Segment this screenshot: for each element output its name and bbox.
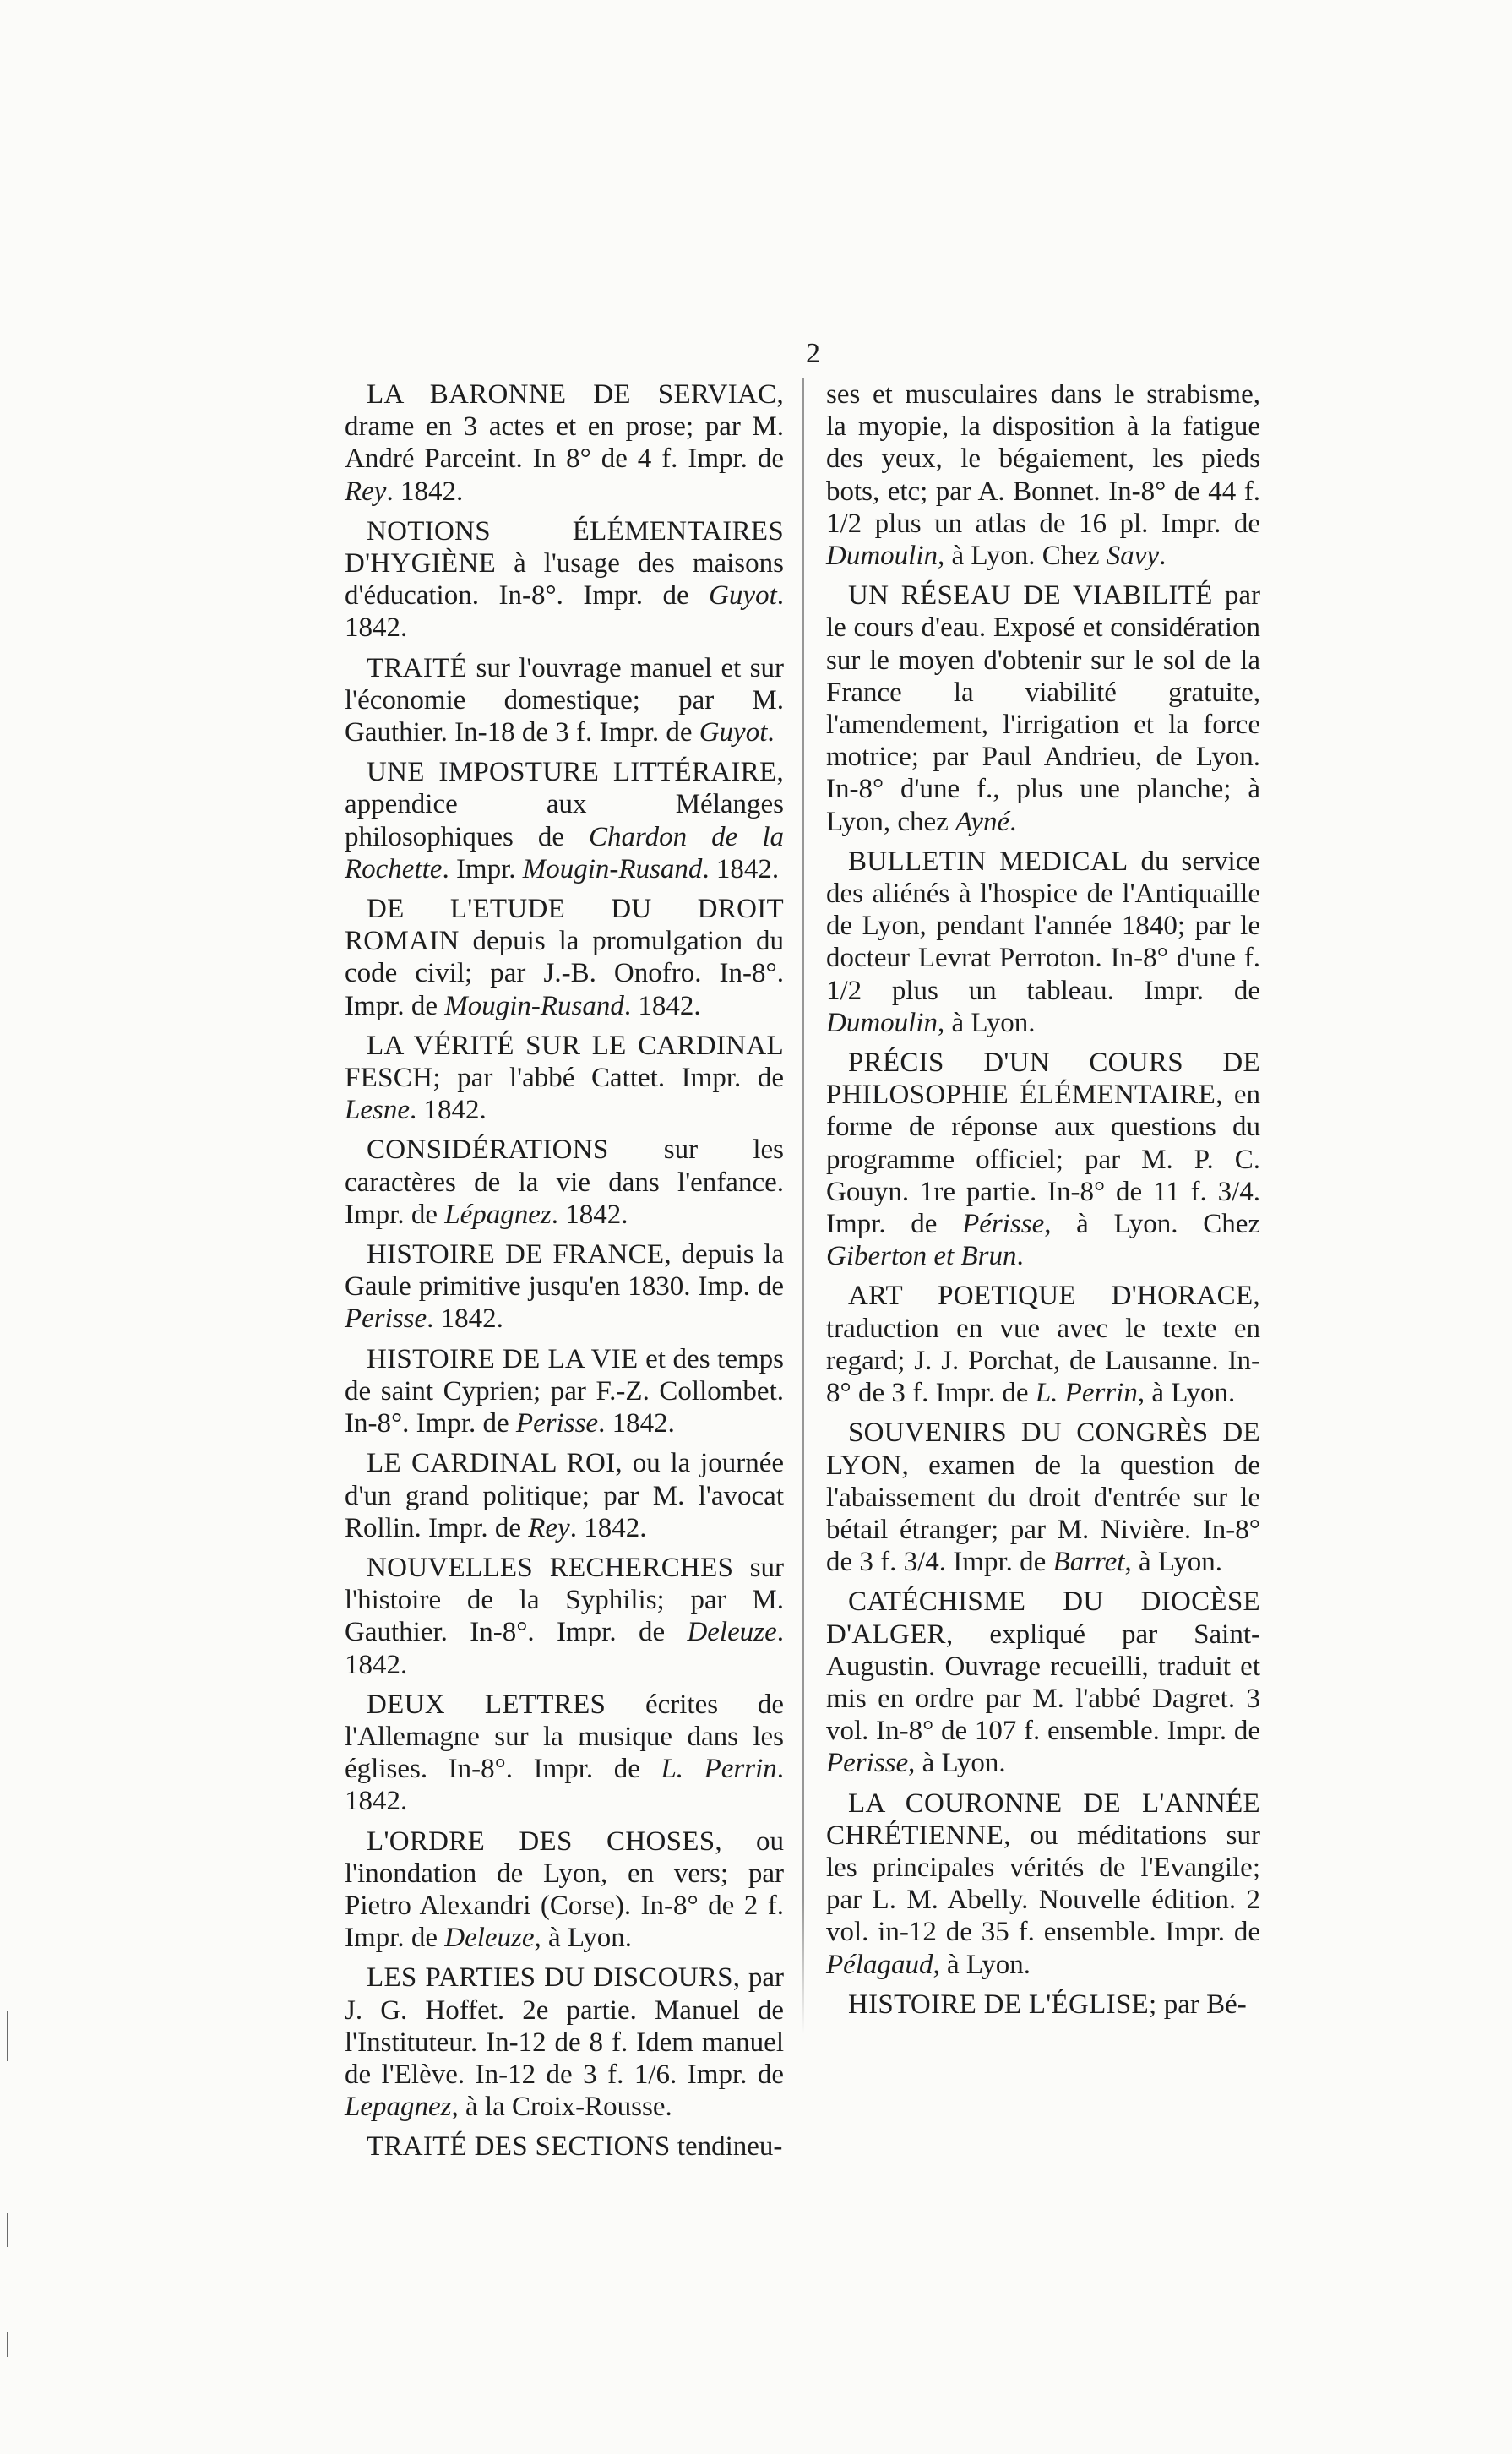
entry-text: , à Lyon.: [938, 1007, 1036, 1038]
catalog-entry: [345, 1447, 784, 1544]
catalog-entry: [345, 515, 784, 645]
entry-italic-text: L. Perrin: [1035, 1378, 1138, 1409]
entry-text: .: [1009, 806, 1017, 837]
entry-title: TRAITÉ: [367, 652, 468, 683]
entry-text: , à Lyon. Chez: [1044, 1209, 1260, 1240]
scan-mark: [7, 2213, 8, 2247]
entry-italic-text: Mougin-Rusand: [522, 853, 703, 884]
entry-italic-text: Deleuze: [687, 1617, 777, 1648]
entry-italic-text: Lesne: [345, 1095, 410, 1126]
entry-text: , à la Croix-Rousse.: [451, 2092, 672, 2123]
entry-title: LA BARONNE DE SERVIAC,: [367, 379, 784, 410]
catalog-entry: [826, 1047, 1260, 1272]
entry-italic-text: Dumoulin: [826, 1007, 938, 1038]
entry-italic-text: Lépagnez: [444, 1199, 552, 1230]
catalog-entry: [345, 1552, 784, 1681]
entry-title: SOUVENIRS DU CONGRÈS DE LYON,: [826, 1417, 1260, 1481]
catalog-entry: [826, 1417, 1260, 1578]
entry-italic-text: Barret: [1052, 1547, 1125, 1578]
catalog-entry: [345, 1962, 784, 2123]
entry-text: . 1842.: [345, 580, 784, 644]
entry-title: PRÉCIS D'UN COURS DE PHILOSOPHIE ÉLÉMENTAIRE,: [826, 1047, 1260, 1111]
entry-title: NOUVELLES RECHERCHES: [367, 1552, 734, 1583]
entry-text: ou méditations sur les principales vérités de l'Evangile; par L. M. Abelly. Nouvelle édition. 2 vol. in-12 de 35 f. ensemble. Impr. de: [826, 1820, 1260, 1948]
entry-title: LE CARDINAL ROI,: [367, 1448, 623, 1479]
entry-title: NOTIONS ÉLÉMENTAIRES D'HYGIÈNE: [345, 515, 784, 579]
entry-italic-text: Pélagaud: [826, 1949, 933, 1980]
entry-title: HISTOIRE DE FRANCE,: [367, 1239, 672, 1271]
catalog-entry: [345, 1030, 784, 1127]
entry-text: écrites de l'Allemagne sur la musique dans les églises. In-8°. Impr. de: [345, 1689, 784, 1785]
entry-text: traduction en vue avec le texte en regard; J. J. Porchat, de Lausanne. In-8° de 3 f. Impr. de: [826, 1313, 1260, 1409]
entry-text: . 1842.: [598, 1408, 675, 1439]
catalog-entry: [345, 378, 784, 508]
entry-title: TRAITÉ DES SECTIONS: [367, 2131, 671, 2163]
entry-italic-text: Deleuze: [444, 1923, 535, 1954]
entry-text: .: [767, 717, 775, 748]
catalog-entry: [345, 1689, 784, 1818]
entry-text: . 1842.: [410, 1095, 487, 1126]
entry-text: .: [1159, 541, 1167, 572]
entry-text: . 1842.: [702, 853, 780, 884]
catalog-entry: [345, 1238, 784, 1336]
entry-italic-text: Périsse: [962, 1209, 1045, 1240]
entry-text: , à Lyon.: [908, 1748, 1006, 1779]
entry-italic-text: Guyot: [709, 580, 777, 612]
entry-text: . 1842.: [345, 1617, 784, 1680]
entry-title: UNE IMPOSTURE LITTÉRAIRE,: [367, 757, 784, 788]
entry-text: ou la journée d'un grand politique; par M. l'avocat Rollin. Impr. de: [345, 1448, 784, 1543]
entry-text: , à Lyon. Chez: [938, 541, 1107, 572]
entry-text: ou l'inondation de Lyon, en vers; par Pietro Alexandri (Corse). In-8° de 2 f. Impr. de: [345, 1826, 784, 1954]
entry-text: , à Lyon.: [933, 1949, 1031, 1980]
entry-title: ART POETIQUE D'HORACE,: [848, 1281, 1260, 1312]
scan-mark: [7, 2011, 8, 2061]
catalog-entry: [826, 579, 1260, 838]
entry-text: ses et musculaires dans le strabisme, la myopie, la disposition à la fatigue des yeux, le bégaiement, les pieds bots, etc; par A. Bonnet. In-8° de 44 f. 1/2 plus un atlas de 16 pl. Impr. de: [826, 379, 1260, 539]
entry-italic-text: Perisse: [345, 1303, 427, 1335]
entry-title: HISTOIRE DE LA VIE: [367, 1343, 639, 1374]
scan-mark: [7, 2332, 8, 2357]
page-number: 2: [806, 338, 820, 369]
entry-title: UN RÉSEAU DE VIABILITÉ: [848, 580, 1213, 612]
entry-text: appendice aux Mélanges philosophiques de: [345, 789, 784, 852]
catalog-entry: [345, 1826, 784, 1955]
entry-text: sur l'ouvrage manuel et sur l'économie domestique; par M. Gauthier. In-18 de 3 f. Impr. de: [345, 652, 784, 748]
entry-text: par J. G. Hoffet. 2e partie. Manuel de l'Instituteur. In-12 de 8 f. Idem manuel de l'Elève. In-12 de 3 f. 1/6. Impr. de: [345, 1962, 784, 2090]
entry-title: HISTOIRE DE L'ÉGLISE;: [848, 1989, 1157, 2020]
entry-text: .: [1016, 1241, 1024, 1272]
entry-title: CATÉCHISME DU DIOCÈSE D'ALGER,: [826, 1586, 1260, 1650]
catalog-entry: [345, 756, 784, 885]
entry-italic-text: Lepagnez: [345, 2092, 452, 2123]
entry-text: depuis la Gaule primitive jusqu'en 1830. Imp. de: [345, 1239, 784, 1303]
entry-text: . 1842.: [623, 990, 701, 1021]
entry-italic-text: Perisse: [515, 1408, 599, 1439]
entry-text: , à Lyon.: [1137, 1378, 1236, 1409]
entry-italic-text: L. Perrin: [661, 1754, 777, 1785]
entry-italic-text: Chardon de la Rochette: [345, 821, 784, 884]
catalog-entry: [826, 1989, 1260, 2021]
entry-title: DEUX LETTRES: [367, 1689, 606, 1720]
entry-text: par Bé-: [1156, 1989, 1247, 2020]
entry-italic-text: Rey: [345, 476, 387, 507]
entry-text: à l'usage des maisons d'éducation. In-8°. Impr. de: [345, 548, 784, 612]
catalog-entry: [826, 378, 1260, 572]
column-divider: [802, 378, 804, 2034]
entry-italic-text: Dumoulin: [826, 541, 938, 572]
catalog-entry: [345, 1343, 784, 1440]
entry-title: L'ORDRE DES CHOSES,: [367, 1826, 722, 1857]
entry-italic-text: Rey: [528, 1512, 570, 1543]
entry-text: depuis la promulgation du code civil; par J.-B. Onofro. In-8°. Impr. de: [345, 926, 784, 1021]
entry-text: examen de la question de l'abaissement du droit d'entrée sur le bétail étranger; par M. Nivière. In-8° de 3 f. 3/4. Impr. de: [826, 1450, 1260, 1578]
left-column: [345, 378, 784, 2171]
catalog-entry: [345, 652, 784, 749]
entry-text: . 1842.: [569, 1512, 647, 1543]
entry-text: . 1842.: [551, 1199, 628, 1230]
right-column: [826, 378, 1260, 2028]
entry-title: BULLETIN MEDICAL: [848, 846, 1129, 877]
entry-text: drame en 3 actes et en prose; par M. André Parceint. In 8° de 4 f. Impr. de: [345, 411, 784, 475]
entry-text: . 1842.: [427, 1303, 503, 1335]
entry-text: sur les caractères de la vie dans l'enfance. Impr. de: [345, 1134, 784, 1230]
catalog-entry: [345, 2130, 784, 2163]
entry-title: LES PARTIES DU DISCOURS,: [367, 1962, 741, 1994]
entry-text: . 1842.: [345, 1754, 785, 1817]
catalog-entry: [826, 846, 1260, 1039]
catalog-entry: [345, 893, 784, 1022]
entry-text: et des temps de saint Cyprien; par F.-Z. Collombet. In-8°. Impr. de: [345, 1343, 784, 1439]
entry-text: par le cours d'eau. Exposé et considération sur le moyen d'obtenir sur le sol de la France la viabilité gratuite, l'amendement, l'irrigation et la force motrice; par Paul Andrieu, de Lyon. In-8° d'une f., plus une planche; à Lyon, chez: [826, 580, 1260, 837]
entry-title: CONSIDÉRATIONS: [367, 1134, 609, 1166]
entry-italic-text: Ayné: [955, 806, 1010, 837]
entry-italic-text: Giberton et Brun: [826, 1241, 1017, 1272]
entry-text: en forme de réponse aux questions du programme officiel; par M. P. C. Gouyn. 1re partie. In-8° de 11 f. 3/4. Impr. de: [826, 1080, 1260, 1240]
catalog-entry: [826, 1787, 1260, 1981]
catalog-entry: [826, 1280, 1260, 1409]
entry-title: LA VÉRITÉ SUR LE CARDINAL FESCH;: [345, 1030, 784, 1094]
entry-text: . 1842.: [386, 476, 464, 507]
entry-italic-text: Perisse: [826, 1748, 909, 1779]
entry-text: sur l'histoire de la Syphilis; par M. Gauthier. In-8°. Impr. de: [345, 1552, 784, 1648]
entry-text: , à Lyon.: [1124, 1547, 1222, 1578]
entry-italic-text: Mougin-Rusand: [444, 990, 624, 1021]
entry-title: LA COURONNE DE L'ANNÉE CHRÉTIENNE,: [826, 1787, 1260, 1851]
entry-text: par l'abbé Cattet. Impr. de: [440, 1063, 784, 1094]
entry-text: du service des aliénés à l'hospice de l'Antiquaille de Lyon, pendant l'année 1840; par le docteur Levrat Perroton. In-8° d'une f. 1/2 plus un tableau. Impr. de: [826, 846, 1260, 1006]
entry-italic-text: Savy: [1106, 541, 1160, 572]
entry-text: , à Lyon.: [534, 1923, 633, 1954]
entry-title: DE L'ETUDE DU DROIT ROMAIN: [345, 894, 784, 957]
entry-text: tendineu-: [670, 2131, 783, 2163]
entry-text: expliqué par Saint-Augustin. Ouvrage recueilli, traduit et mis en ordre par M. l'abbé Dagret. 3 vol. In-8° de 107 f. ensemble. Impr. de: [826, 1619, 1260, 1747]
entry-text: . Impr.: [442, 853, 523, 884]
entry-italic-text: Guyot: [699, 717, 768, 748]
catalog-entry: [345, 1134, 784, 1231]
catalog-entry: [826, 1586, 1260, 1779]
